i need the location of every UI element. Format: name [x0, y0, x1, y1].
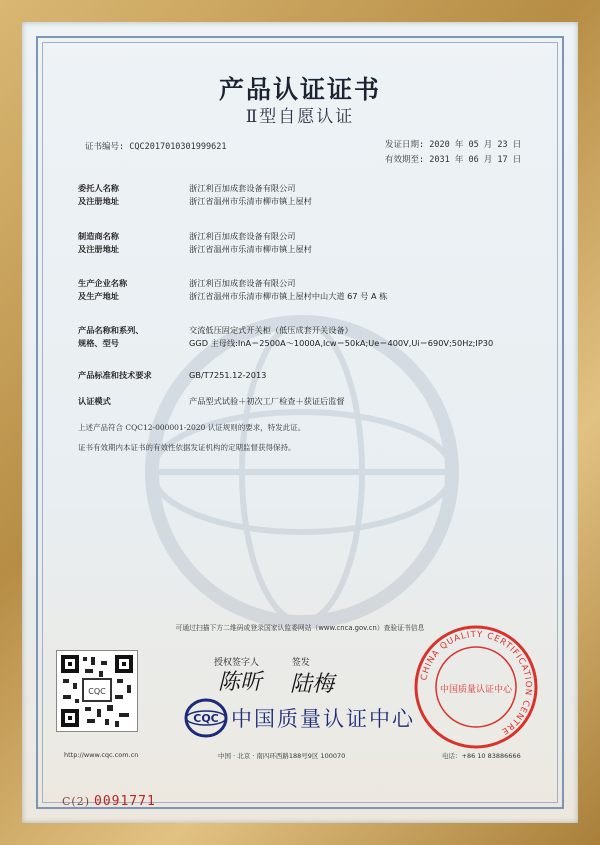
field-value: 浙江省温州市乐清市柳市镇上屋村 — [189, 244, 312, 254]
field-value: 浙江利百加成套设备有限公司 — [189, 183, 296, 193]
authorized-signatory-label: 授权签字人 — [214, 658, 260, 668]
issue-date-label: 发证日期: — [385, 140, 425, 150]
verify-instructions: 可通过扫描下方二维码或登录国家认监委网站（www.cnca.gov.cn）查验证书信息 — [175, 624, 425, 632]
serial-value: 0091771 — [94, 794, 156, 809]
signature-1: 陈昕 — [218, 670, 263, 695]
valid-date-value: 2031 年 06 月 17 日 — [429, 155, 522, 165]
footer-website[interactable]: http://www.cqc.com.cn — [64, 751, 139, 759]
field-label: 认证模式 — [78, 396, 111, 406]
field-label: 制造商名称 — [78, 231, 119, 241]
field-label: 及生产地址 — [78, 291, 119, 301]
cqc-watermark-icon — [132, 302, 472, 642]
cqc-logo-icon — [184, 698, 228, 738]
cert-no-label: 证书编号: — [85, 142, 125, 152]
issue-date-value: 2020 年 05 月 23 日 — [429, 140, 522, 150]
validity-note: 证书有效期内本证书的有效性依据发证机构的定期监督获得保持。 — [78, 443, 296, 452]
dates-block — [385, 138, 521, 168]
issuer-label: 签发 — [291, 658, 310, 668]
field-label: 产品标准和技术要求 — [78, 370, 152, 380]
field-value: 产品型式试验＋初次工厂检查＋获证后监督 — [189, 396, 345, 406]
valid-date-label: 有效期至: — [385, 155, 425, 165]
official-seal-icon — [411, 622, 541, 752]
field-label: 委托人名称 — [78, 183, 119, 193]
field-value: 浙江省温州市乐清市柳市镇上屋村 — [189, 196, 312, 206]
certificate-paper — [22, 22, 578, 823]
field-value: 浙江利百加成套设备有限公司 — [189, 278, 296, 288]
compliance-note: 上述产品符合 CQC12-000001-2020 认证规则的要求，特发此证。 — [78, 423, 306, 432]
field-value: GB/T7251.12-2013 — [189, 370, 267, 380]
serial-prefix: C(2) — [62, 795, 90, 808]
field-value: 浙江利百加成套设备有限公司 — [189, 231, 296, 241]
logo-text: CQC — [193, 712, 219, 725]
qr-logo-text: CQC — [88, 687, 106, 696]
field-label: 规格、型号 — [78, 338, 119, 348]
seal-outer-text: CHINA QUALITY CERTIFICATION CENTRE — [419, 629, 534, 737]
field-label: 及注册地址 — [78, 244, 119, 254]
organization-name: 中国质量认证中心 — [231, 707, 415, 731]
field-value: GGD 主母线:InA＝2500A～1000A,Icw＝50kA;Ue＝400V,Ui＝690V;50Hz;IP30 — [189, 338, 494, 348]
field-label: 及注册地址 — [78, 196, 119, 206]
footer-address: 中国 · 北京 · 南四环西路188号9区 100070 — [218, 752, 346, 760]
cert-no-value: CQC2017010301999621 — [129, 142, 227, 152]
signature-2: 陆梅 — [290, 672, 335, 697]
certificate-subtitle: Ⅱ型自愿认证 — [245, 107, 355, 127]
certificate-title: 产品认证证书 — [218, 75, 381, 104]
seal-inner-text: 中国质量认证中心 — [439, 685, 513, 695]
field-label: 产品名称和系列、 — [78, 325, 144, 335]
footer-phone: 电话：+86 10 83886666 — [442, 752, 521, 760]
field-value: 交流低压固定式开关柜（低压成套开关设备） — [189, 325, 353, 335]
certificate-number — [85, 140, 226, 152]
field-label: 生产企业名称 — [78, 278, 128, 288]
field-value: 浙江省温州市乐清市柳市镇上屋村中山大道 67 号 A 栋 — [189, 291, 388, 301]
qr-code-icon[interactable] — [56, 650, 138, 732]
serial-number — [62, 794, 156, 809]
